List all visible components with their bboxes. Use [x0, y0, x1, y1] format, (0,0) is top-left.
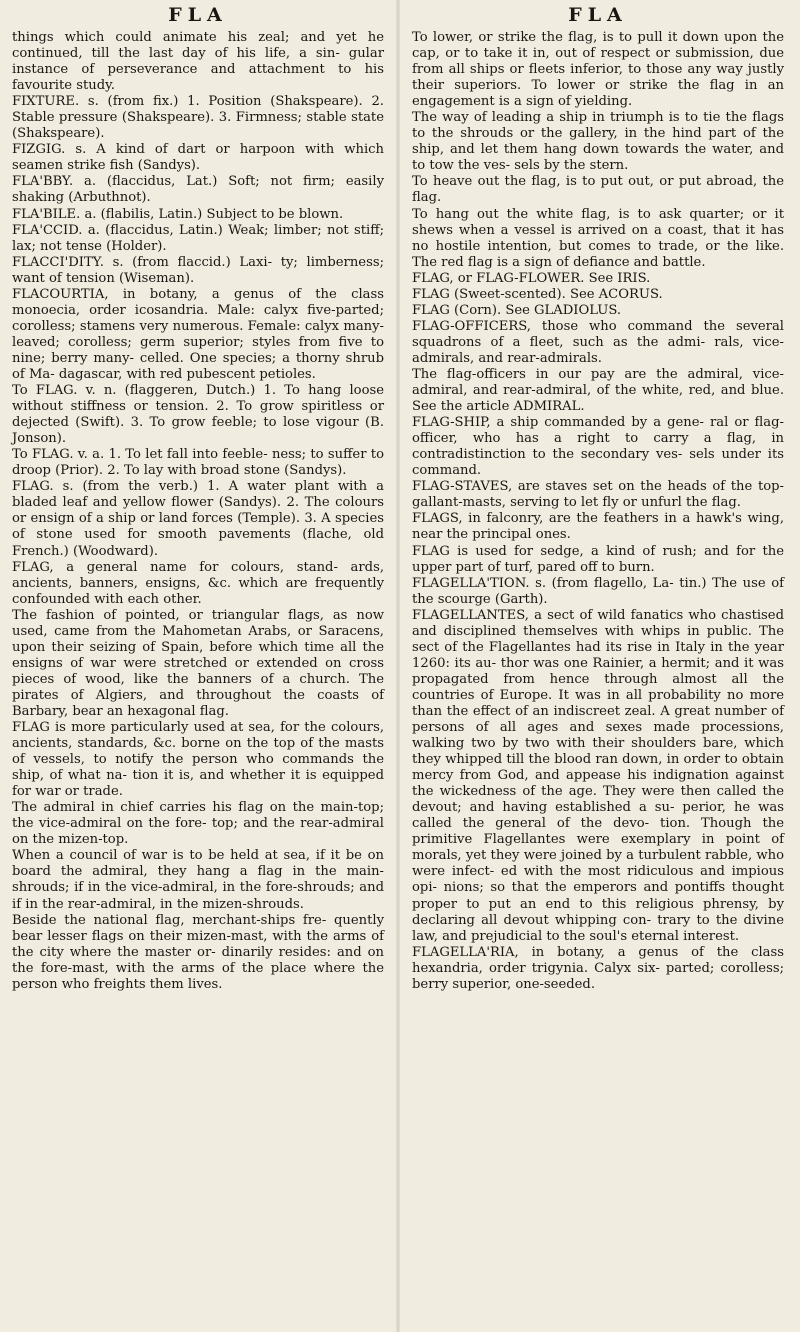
paragraph: FLAGELLA'RIA, in botany, a genus of the class hexandria, order trigynia. Calyx six- parted; corolless; berry superior, one-seeded. — [412, 944, 784, 992]
paragraph: FLAG, a general name for colours, stand- ards, ancients, banners, ensigns, &c. which are frequently confounded with each other. — [12, 559, 384, 607]
paragraph: FLACOURTIA, in botany, a genus of the class monoecia, order icosandria. Male: calyx five-parted; corolless; stamens very numerous. Female: calyx many-leaved; corolless; germ superior; styles from five to nine; berry many- celled. One species; a thorny shrub of Ma- dagascar, with red pubescent petioles. — [12, 286, 384, 382]
paragraph: FLAGELLA'TION. s. (from flagello, La- tin.) The use of the scourge (Garth). — [412, 575, 784, 607]
paragraph: FLAG (Corn). See GLADIOLUS. — [412, 302, 622, 318]
page-gutter — [396, 0, 400, 1332]
left-running-header: FLA — [168, 4, 228, 26]
paragraph: FLA'CCID. a. (flaccidus, Latin.) Weak; limber; not stiff; lax; not tense (Holder). — [12, 222, 384, 254]
right-running-header: FLA — [568, 4, 628, 26]
paragraph: FLAGELLANTES, a sect of wild fanatics who chastised and disciplined themselves with whips in public. The sect of the Flagellantes had its rise in Italy in the year 1260: its au- thor was one Rainier, a hermit; and it was propagated from hence through almost all the countries of Europe. It was in all probability no more than the effect of an indiscreet zeal. A great number of persons of all ages and sexes made processions, walking two by two with their shoulders bare, which they whipped till the blood ran down, in order to obtain mercy from God, and appease his indignation against the wickedness of the age. They were then called the devout; and having established a su- perior, he was called the general of the devo- tion. Though the primitive Flagellantes were exemplary in point of morals, yet they were joined by a turbulent rabble, who were infect- ed with the most ridiculous and impious opi- nions; so that the emperors and pontiffs thought proper to put an end to this religious phrensy, by declaring all devout whipping con- trary to the divine law, and prejudicial to the soul's eternal interest. — [412, 607, 784, 944]
paragraph: FLACCI'DITY. s. (from flaccid.) Laxi- ty; limberness; want of tension (Wiseman). — [12, 254, 384, 286]
paragraph: To hang out the white flag, is to ask quarter; or it shews when a vessel is arrived on a coast, that it has no hostile intention, but comes to trade, or the like. The red flag is a sign of defiance and battle. — [412, 206, 784, 270]
paragraph: FLA'BBY. a. (flaccidus, Lat.) Soft; not firm; easily shaking (Arbuthnot). — [12, 174, 384, 206]
paragraph: The way of leading a ship in triumph is to tie the flags to the shrouds or the gallery, in the hind part of the ship, and let them hang down towards the water, and to tow the ves- sels by the stern. — [412, 110, 784, 174]
paragraph: When a council of war is to be held at sea, if it be on board the admiral, they hang a flag in the main-shrouds; if in the vice-admiral, in the fore-shrouds; and if in the rear-admiral, in the mizen-shrouds. — [12, 848, 384, 912]
paragraph: FLAG is more particularly used at sea, for the colours, ancients, standards, &c. borne on the top of the masts of vessels, to notify the person who commands the ship, of what na- tion it is, and whether it is equipped for war or trade. — [12, 720, 384, 800]
paragraph: To FLAG. v. n. (flaggeren, Dutch.) 1. To hang loose without stiffness or tension. 2. To grow spiritless or dejected (Swift). 3. To grow feeble; to lose vigour (B. Jonson). — [12, 383, 384, 447]
paragraph: The flag-officers in our pay are the admiral, vice-admiral, and rear-admiral, of the white, red, and blue. See the article ADMIRAL. — [412, 366, 784, 415]
paragraph: FLAG. s. (from the verb.) 1. A water plant with a bladed leaf and yellow flower (Sandys). 2. The colours or ensign of a ship or land forces (Temple). 3. A species of stone used for smooth pavements (flache, old French.) (Woodward). — [12, 479, 384, 559]
paragraph: The admiral in chief carries his flag on the main-top; the vice-admiral on the fore- top; and the rear-admiral on the mizen-top. — [12, 800, 384, 848]
paragraph: To lower, or strike the flag, is to pull it down upon the cap, or to take it in, out of respect or submission, due from all ships or fleets inferior, to those any way justly their superiors. To lower or strike the flag in an engagement is a sign of yielding. — [412, 30, 784, 110]
paragraph: FLAG (Sweet-scented). See ACORUS. — [412, 286, 663, 302]
paragraph: FLA'BILE. a. (flabilis, Latin.) Subject to be blown. — [12, 206, 344, 222]
paragraph: FIZGIG. s. A kind of dart or harpoon with which seamen strike fish (Sandys). — [12, 142, 384, 174]
paragraph: To heave out the flag, is to put out, or put abroad, the flag. — [412, 174, 784, 206]
right-column — [412, 0, 784, 993]
paragraph: The fashion of pointed, or triangular flags, as now used, came from the Mahometan Arabs, or Saracens, upon their seizing of Spain, before which time all the ensigns of war were stretched or extended on cross pieces of wood, like the banners of a church. The pirates of Algiers, and throughout the coasts of Barbary, bear an hexagonal flag. — [12, 607, 384, 719]
paragraph: FLAG-SHIP, a ship commanded by a gene- ral or flag-officer, who has a right to carry a flag, in contradistinction to the secondary ves- sels under its command. — [412, 415, 784, 479]
left-column-text — [12, 30, 384, 993]
paragraph: FLAG-OFFICERS, those who command the several squadrons of a fleet, such as the admi- rals, vice-admirals, and rear-admirals. — [412, 318, 784, 366]
paragraph: To FLAG. v. a. 1. To let fall into feeble- ness; to suffer to droop (Prior). 2. To lay with broad stone (Sandys). — [12, 447, 384, 479]
left-column — [12, 0, 384, 993]
right-column-text — [412, 30, 784, 993]
paragraph: FIXTURE. s. (from fix.) 1. Position (Shakspeare). 2. Stable pressure (Shakspeare). 3. Firmness; stable state (Shakspeare). — [12, 94, 384, 142]
paragraph: things which could animate his zeal; and yet he continued, till the last day of his life, a sin- gular instance of perseverance and attachment to his favourite study. — [12, 30, 384, 94]
paragraph: FLAG, or FLAG-FLOWER. See IRIS. — [412, 270, 651, 286]
paragraph: FLAGS, in falconry, are the feathers in a hawk's wing, near the principal ones. — [412, 511, 784, 543]
paragraph: Beside the national flag, merchant-ships fre- quently bear lesser flags on their mizen-mast, with the arms of the city where the master or- dinarily resides: and on the fore-mast, with the arms of the place where the person who freights them lives. — [12, 912, 384, 992]
paragraph: FLAG is used for sedge, a kind of rush; and for the upper part of turf, pared off to burn. — [412, 543, 784, 575]
paragraph: FLAG-STAVES, are staves set on the heads of the top-gallant-masts, serving to let fly or unfurl the flag. — [412, 479, 784, 511]
